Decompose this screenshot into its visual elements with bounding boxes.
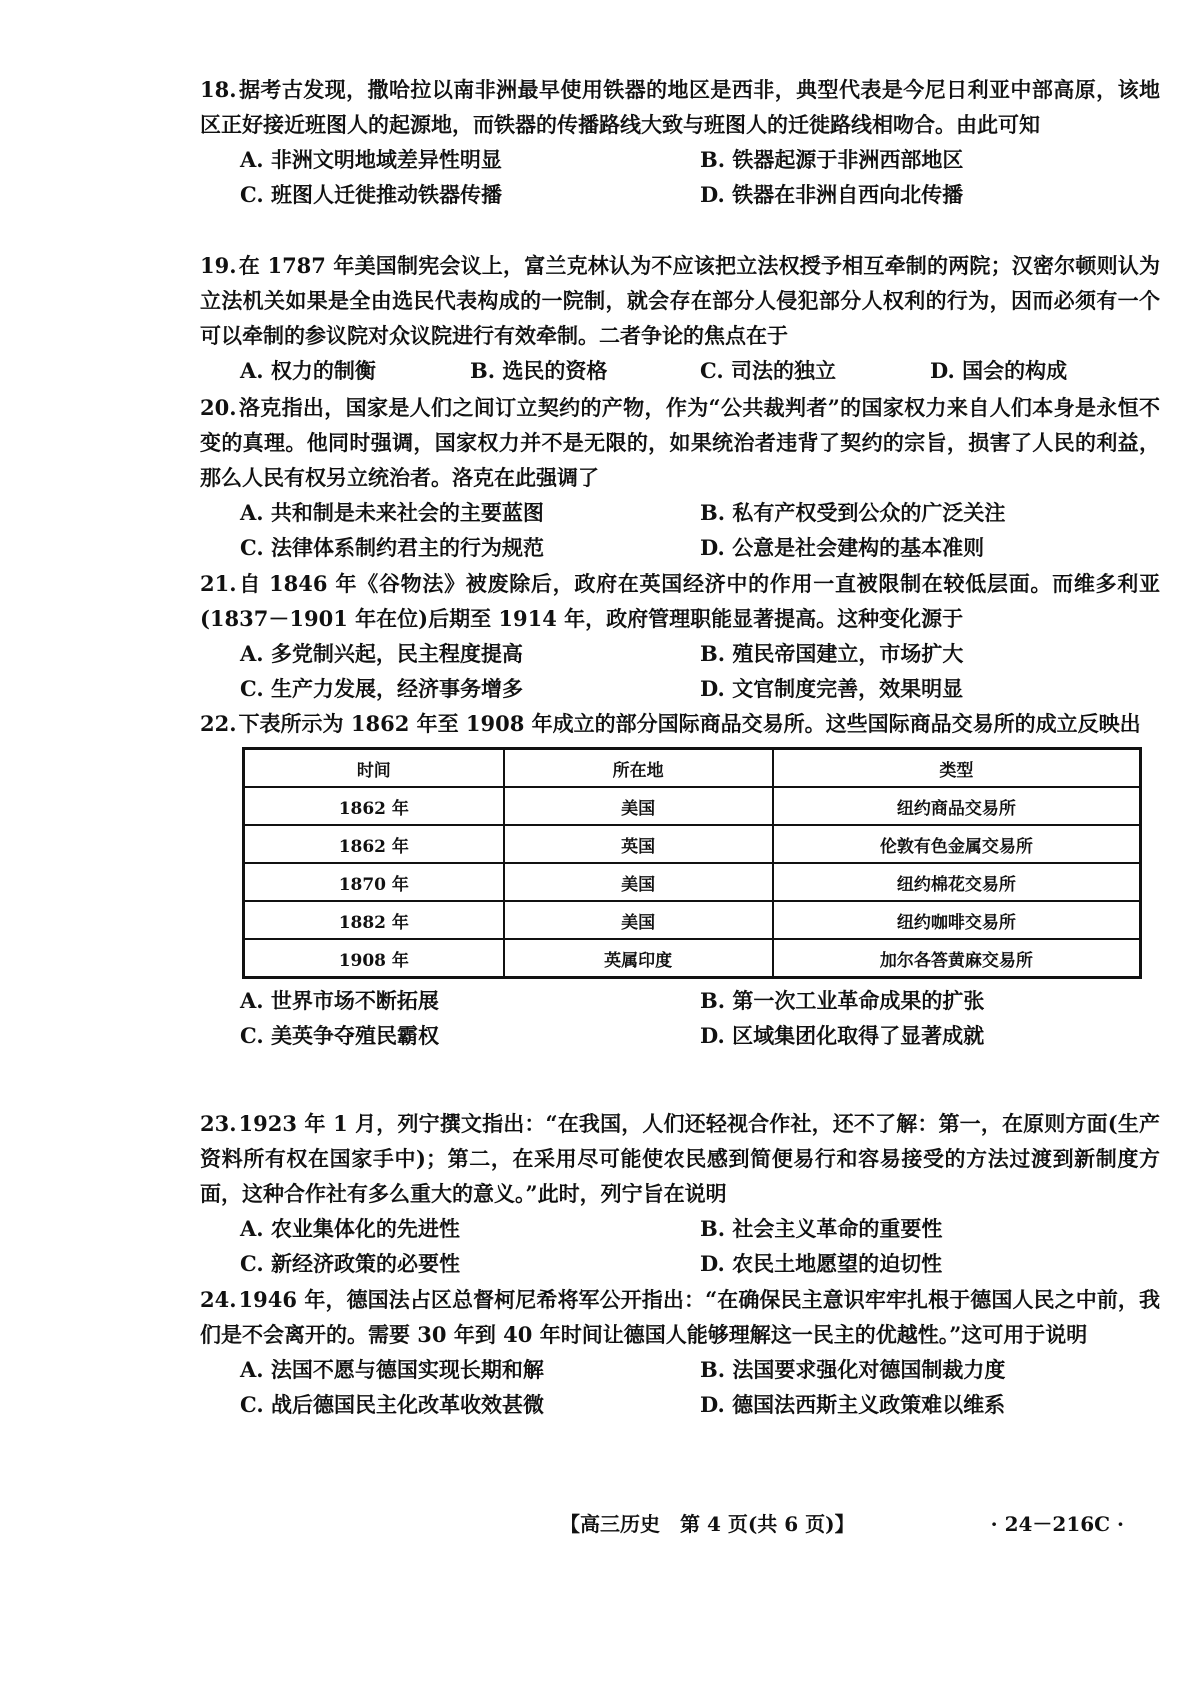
- option-a: A. 世界市场不断拓展: [240, 988, 439, 1013]
- option-d: D. 铁器在非洲自西向北传播: [700, 182, 964, 207]
- table-cell: 美国: [504, 787, 773, 825]
- table-header: 时间: [244, 749, 504, 788]
- question-18: [200, 72, 1160, 212]
- option-d: D. 公意是社会建构的基本准则: [700, 535, 985, 560]
- option-d: D. 区域集团化取得了显著成就: [700, 1023, 985, 1048]
- question-stem: 自 1846 年《谷物法》被废除后，政府在英国经济中的作用一直被限制在较低层面。而维多利亚(1837－1901 年在位)后期至 1914 年，政府管理职能显著提高。这种变化源于: [200, 571, 1160, 631]
- table-cell: 纽约棉花交易所: [773, 863, 1141, 901]
- options: [200, 142, 1160, 212]
- option-b: B. 选民的资格: [470, 358, 608, 383]
- exam-code: · 24－216C ·: [990, 1512, 1124, 1536]
- option-d: D. 文官制度完善，效果明显: [700, 676, 964, 701]
- table-header-row: [244, 749, 1141, 788]
- options: [200, 495, 1160, 565]
- question-stem: 据考古发现，撒哈拉以南非洲最早使用铁器的地区是西非，典型代表是今尼日利亚中部高原，该地区正好接近班图人的起源地，而铁器的传播路线大致与班图人的迁徙路线相吻合。由此可知: [200, 77, 1160, 137]
- table-cell: 纽约商品交易所: [773, 787, 1141, 825]
- table-cell: 英属印度: [504, 939, 773, 978]
- question-number: 21.: [200, 571, 237, 596]
- table-cell: 加尔各答黄麻交易所: [773, 939, 1141, 978]
- table-cell: 1862 年: [244, 787, 504, 825]
- question-stem: 洛克指出，国家是人们之间订立契约的产物，作为“公共裁判者”的国家权力来自人们本身是永恒不变的真理。他同时强调，国家权力并不是无限的，如果统治者违背了契约的宗旨，损害了人民的利益，那么人民有权另立统治者。洛克在此强调了: [200, 395, 1160, 490]
- option-c: C. 新经济政策的必要性: [240, 1251, 460, 1276]
- question-21: [200, 566, 1160, 706]
- question-24: [200, 1282, 1160, 1422]
- table-cell: 1862 年: [244, 825, 504, 863]
- exchange-table: [242, 747, 1142, 979]
- question-20: [200, 390, 1160, 565]
- option-c: C. 司法的独立: [700, 358, 836, 383]
- question-stem: 下表所示为 1862 年至 1908 年成立的部分国际商品交易所。这些国际商品交易所的成立反映出: [238, 711, 1141, 736]
- table-cell: 美国: [504, 901, 773, 939]
- option-d: D. 国会的构成: [930, 358, 1068, 383]
- table-header: 所在地: [504, 749, 773, 788]
- option-c: C. 法律体系制约君主的行为规范: [240, 535, 544, 560]
- question-stem: 1923 年 1 月，列宁撰文指出：“在我国，人们还轻视合作社，还不了解：第一，在原则方面(生产资料所有权在国家手中)；第二，在采用尽可能使农民感到简便易行和容易接受的方法过渡到新制度方面，这种合作社有多么重大的意义。”此时，列宁旨在说明: [200, 1111, 1160, 1206]
- table-row: [244, 825, 1141, 863]
- table-row: [244, 787, 1141, 825]
- table-row: [244, 901, 1141, 939]
- option-a: A. 权力的制衡: [240, 358, 376, 383]
- option-b: B. 第一次工业革命成果的扩张: [700, 988, 985, 1013]
- options: [200, 636, 1160, 706]
- option-c: C. 美英争夺殖民霸权: [240, 1023, 439, 1048]
- page-number-label: 【高三历史 第 4 页(共 6 页)】: [560, 1512, 855, 1536]
- option-d: D. 农民土地愿望的迫切性: [700, 1251, 943, 1276]
- option-a: A. 法国不愿与德国实现长期和解: [240, 1357, 544, 1382]
- question-stem: 1946 年，德国法占区总督柯尼希将军公开指出：“在确保民主意识牢牢扎根于德国人民之中前，我们是不会离开的。需要 30 年到 40 年时间让德国人能够理解这一民主的优越性。”这可用于说明: [200, 1287, 1160, 1347]
- option-a: A. 农业集体化的先进性: [240, 1216, 460, 1241]
- question-23: [200, 1106, 1160, 1281]
- option-a: A. 非洲文明地域差异性明显: [240, 147, 502, 172]
- page-footer: [200, 1508, 1160, 1540]
- table-cell: 1870 年: [244, 863, 504, 901]
- table-cell: 美国: [504, 863, 773, 901]
- option-c: C. 战后德国民主化改革收效甚微: [240, 1392, 544, 1417]
- table-cell: 纽约咖啡交易所: [773, 901, 1141, 939]
- option-b: B. 私有产权受到公众的广泛关注: [700, 500, 1006, 525]
- question-number: 22.: [200, 711, 237, 736]
- options: [200, 1352, 1160, 1422]
- option-a: A. 共和制是未来社会的主要蓝图: [240, 500, 544, 525]
- question-number: 18.: [200, 77, 237, 102]
- question-number: 24.: [200, 1287, 237, 1312]
- table-row: [244, 863, 1141, 901]
- option-d: D. 德国法西斯主义政策难以维系: [700, 1392, 1006, 1417]
- option-b: B. 社会主义革命的重要性: [700, 1216, 943, 1241]
- options: [200, 983, 1160, 1053]
- table-cell: 1908 年: [244, 939, 504, 978]
- question-number: 23.: [200, 1111, 237, 1136]
- question-22: [200, 706, 1160, 1053]
- option-b: B. 法国要求强化对德国制裁力度: [700, 1357, 1006, 1382]
- option-c: C. 生产力发展，经济事务增多: [240, 676, 523, 701]
- table-cell: 英国: [504, 825, 773, 863]
- option-c: C. 班图人迁徙推动铁器传播: [240, 182, 502, 207]
- question-number: 20.: [200, 395, 237, 420]
- option-a: A. 多党制兴起，民主程度提高: [240, 641, 523, 666]
- table-row: [244, 939, 1141, 978]
- options: [200, 353, 1160, 388]
- table-header: 类型: [773, 749, 1141, 788]
- option-b: B. 铁器起源于非洲西部地区: [700, 147, 964, 172]
- question-number: 19.: [200, 253, 237, 278]
- options: [200, 1211, 1160, 1281]
- question-stem: 在 1787 年美国制宪会议上，富兰克林认为不应该把立法权授予相互牵制的两院；汉密尔顿则认为立法机关如果是全由选民代表构成的一院制，就会存在部分人侵犯部分人权利的行为，因而必须有一个可以牵制的参议院对众议院进行有效牵制。二者争论的焦点在于: [200, 253, 1160, 348]
- table-cell: 1882 年: [244, 901, 504, 939]
- question-19: [200, 248, 1160, 388]
- table-cell: 伦敦有色金属交易所: [773, 825, 1141, 863]
- option-b: B. 殖民帝国建立，市场扩大: [700, 641, 964, 666]
